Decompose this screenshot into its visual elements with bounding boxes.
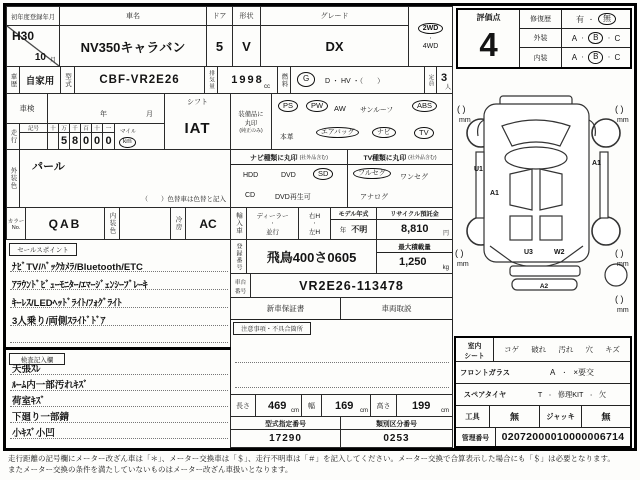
- nav-dvd: DVD: [281, 172, 296, 179]
- seat-scratch: キズ: [605, 345, 620, 354]
- shift-cell: [164, 93, 231, 150]
- model-year-value: 不明: [351, 225, 368, 234]
- wheel-front-right: [592, 119, 620, 147]
- import-dot1: ・: [269, 221, 275, 227]
- equip-aw: AW: [334, 104, 346, 113]
- sales-rule-4: [10, 325, 228, 326]
- repair-no-circled: 無: [598, 13, 616, 26]
- color-no-value: QAB: [25, 207, 105, 240]
- color-no-label: [6, 207, 26, 240]
- mileage-header-10k: 万: [58, 123, 70, 133]
- car-name-value: NV350キャラバン: [59, 25, 207, 67]
- recycle-deposit-unit: 円: [442, 231, 449, 237]
- nav-type-note: (社外品含む): [299, 154, 328, 161]
- model-year-unit: 年: [339, 227, 347, 234]
- warranty-book-cell: 新車保証書: [230, 297, 341, 320]
- sales-points-box: [6, 240, 231, 347]
- handle-right: 右H: [308, 213, 321, 220]
- right-side-step: [600, 152, 608, 218]
- rating-score-label: 評価点: [476, 13, 501, 22]
- equipment-label-1: 装備品に: [238, 111, 264, 118]
- inspector-note-5: 小ｷｽﾞ小凹: [12, 428, 55, 439]
- fuel-gasoline-circled: G: [297, 72, 315, 87]
- spare-tire-options: [514, 384, 630, 406]
- sales-point-1: ﾅﾋﾞTV/ﾊﾞｯｸｶﾒﾗ/Bluetooth/ETC: [12, 262, 143, 273]
- seat-options-cell: [494, 338, 630, 362]
- equipment-items: [271, 93, 453, 150]
- shaken-label: 車検: [6, 93, 48, 124]
- registration-no-label: 登録番号: [230, 239, 247, 274]
- inspector-notes-box: [6, 350, 231, 448]
- inspector-note-2: ﾙｰﾑ内一部汚れｷｽﾞ: [12, 380, 89, 391]
- sales-rule-2: [10, 289, 228, 290]
- control-no-label: 管理番号: [456, 428, 496, 446]
- interior-a: A: [571, 53, 578, 62]
- mileage-header-10: 十: [91, 123, 103, 133]
- mileage-label: 走行: [6, 123, 20, 150]
- grade-value: DX: [260, 25, 409, 67]
- repair-yes: 有: [575, 14, 584, 24]
- tv-fullseg-circled: フルセグ: [353, 168, 391, 179]
- chassis-label-2: 番号: [234, 288, 247, 295]
- windshield-options: [514, 362, 630, 384]
- car-name-label: 車名: [59, 6, 207, 26]
- shaken-date-cell: [47, 93, 165, 124]
- tv-type-section: [347, 149, 453, 208]
- sales-rule-1: [10, 271, 228, 272]
- handle-cell: [298, 207, 331, 240]
- exterior-grade-cell: [562, 29, 630, 48]
- max-load-label: 最大積載量: [377, 240, 452, 253]
- damage-mark-a2: A2: [539, 283, 549, 290]
- tv-oneseg: ワンセグ: [400, 174, 428, 181]
- seat-burn: コゲ: [504, 345, 520, 354]
- seat-stain: 汚れ: [558, 345, 574, 354]
- seat-tear: 破れ: [531, 345, 547, 354]
- measure-bracket-tr: ( ): [615, 104, 624, 114]
- exterior-dot1: ・: [580, 35, 586, 42]
- registration-no-value: 飛鳥400さ0605: [246, 239, 377, 274]
- recycle-deposit-cell: [376, 207, 453, 240]
- nav-type-header: [231, 150, 347, 165]
- width-unit: cm: [360, 408, 368, 414]
- capacity-value: 3: [441, 72, 448, 84]
- interior-color-value: [119, 207, 171, 240]
- tools-label: 工具: [456, 406, 490, 428]
- measure-unit-bl: mm: [457, 261, 469, 268]
- doors-value: 5: [206, 25, 233, 67]
- drive-4wd: 4WD: [422, 43, 439, 51]
- cargo-right: [540, 216, 562, 240]
- first-reg-year: H30: [12, 29, 35, 43]
- sales-point-2: ｱﾗｳﾝﾄﾞﾋﾞｭｰﾓﾆﾀｰ/ｴﾏｰｼﾞｪﾝｼｰﾌﾞﾚｰｷ: [12, 280, 148, 291]
- shape-label: 形状: [232, 6, 261, 26]
- mileage-header-100: 百: [80, 123, 92, 133]
- inspector-note-3: 荷室ｷｽﾞ: [12, 396, 46, 407]
- mileage-digit-10k: 5: [58, 132, 70, 150]
- interior-dot2: ・: [606, 55, 612, 61]
- handle-left: 左H: [308, 229, 321, 236]
- equip-tv-circled: TV: [414, 127, 434, 139]
- seat-label-2: シート: [464, 352, 485, 360]
- mileage-km-circled: km: [119, 137, 136, 148]
- max-load-value: 1,250: [399, 256, 427, 268]
- mileage-digit-100: 0: [80, 132, 92, 150]
- max-load-cell: [376, 239, 453, 274]
- drive-type-cell: [408, 6, 453, 67]
- sales-points-label: セールスポイント: [9, 243, 77, 256]
- chassis-label-1: 車台: [234, 279, 247, 286]
- measure-unit-spare: mm: [617, 307, 629, 314]
- displacement-unit: cc: [264, 84, 270, 90]
- equipment-label-2: 丸印: [244, 120, 258, 127]
- height-label: 高さ: [370, 394, 397, 417]
- equipment-label-note: (純正のみ): [239, 128, 263, 134]
- owner-manual-cell: 車両取説: [340, 297, 453, 320]
- displacement-label: 排気量: [204, 66, 218, 94]
- exterior-color-value: パール: [32, 161, 65, 173]
- interior-grade-label: 内装: [520, 48, 562, 67]
- height-cell: [396, 394, 453, 417]
- max-load-unit: kg: [442, 265, 449, 271]
- model-code-label: 型式: [60, 66, 75, 94]
- cooling-value: AC: [185, 207, 231, 240]
- mileage-digit-1: 0: [102, 132, 115, 150]
- class-code-label: 類別区分番号: [340, 416, 453, 430]
- measure-bracket-spare: ( ): [615, 294, 624, 304]
- windshield-label: フロントガラス: [456, 362, 514, 384]
- first-reg-label: 初年度登録年月: [6, 6, 60, 26]
- drive-dot: ・: [427, 36, 433, 43]
- defect-notes-line-1: [235, 362, 449, 363]
- interior-b-circled: B: [588, 51, 603, 64]
- shift-value: IAT: [184, 119, 211, 137]
- inspector-rule-5: [10, 438, 228, 439]
- interior-grade-cell: [562, 48, 630, 67]
- seat-hole: 穴: [585, 345, 593, 354]
- sales-point-4: 3人乗り/両側ｽﾗｲﾄﾞﾄﾞｱ: [12, 316, 106, 327]
- nav-dvd-play: DVD再生可: [275, 194, 311, 201]
- damage-mark-a1-right: A1: [592, 160, 601, 167]
- inspector-rule-2: [10, 390, 228, 391]
- inspector-rule-4: [10, 422, 228, 423]
- capacity-label: 定員: [424, 66, 437, 94]
- interior-color-label: 内装色: [104, 207, 120, 240]
- exterior-a: A: [571, 33, 578, 43]
- class-code-value: 0253: [340, 429, 453, 448]
- exterior-b-circled: B: [588, 32, 603, 45]
- exterior-c: C: [614, 33, 621, 43]
- defect-notes-line-2: [235, 387, 449, 388]
- color-no-label-2: No.: [11, 224, 21, 231]
- recycle-deposit-value-row: [377, 220, 452, 239]
- import-dealer-cell: [246, 207, 299, 240]
- recycle-deposit-value: 8,810: [401, 223, 429, 235]
- car-damage-diagram: [454, 70, 634, 336]
- seat-label-1: 室内: [467, 342, 482, 350]
- mileage-unit-cell: [114, 123, 165, 150]
- repair-history-label: 修復歴: [520, 10, 562, 29]
- measure-bracket-bl: ( ): [455, 248, 464, 258]
- inspector-note-4: 下廻り一部錆: [12, 412, 70, 423]
- measure-unit-tr: mm: [617, 117, 629, 124]
- color-no-label-1: カラー: [7, 218, 25, 225]
- inspector-rule-1: [10, 374, 228, 375]
- model-code-value: CBF-VR2E26: [74, 66, 205, 94]
- tools-value: 無: [490, 406, 540, 428]
- shape-value: V: [232, 25, 261, 67]
- chassis-no-label: [230, 273, 251, 298]
- sales-point-3: ｷｰﾚｽ/LEDﾍｯﾄﾞﾗｲﾄ/ﾌｫｸﾞﾗｲﾄ: [12, 298, 122, 309]
- recycle-deposit-label: リサイクル預託金: [377, 208, 452, 220]
- drive-2wd-circled: 2WD: [418, 23, 444, 34]
- import-label: 輸入車: [230, 207, 247, 240]
- max-load-value-row: [377, 253, 452, 273]
- nav-cd: CD: [245, 192, 256, 199]
- footer-disclaimer-line1: 走行距離の記号欄にメーター改ざん車は「＊」、メーター交換車は「＄」、走行不明車は「＃」を記入してください。メーター交換で合算表示した場合にも「＄」は必要となります。: [8, 454, 615, 463]
- first-reg-month-unit: 月: [49, 58, 56, 64]
- mileage-mile-label: マイル: [120, 129, 137, 135]
- damage-mark-a1-left: A1: [490, 190, 499, 197]
- spare-repair-kit: 修理KIT: [557, 389, 584, 399]
- fuel-label: 燃料: [277, 66, 291, 94]
- import-parallel: 並行: [266, 229, 279, 236]
- mileage-digit-10: 0: [91, 132, 103, 150]
- spare-tire-label: スペアタイヤ: [456, 384, 514, 406]
- mileage-sign-value: [19, 132, 48, 150]
- height-unit: cm: [441, 408, 449, 414]
- sales-rule-3: [10, 307, 228, 308]
- windshield-replace: ×要交: [573, 368, 595, 377]
- interior-dot1: ・: [580, 55, 586, 61]
- width-cell: [321, 394, 371, 417]
- tv-analog: アナログ: [360, 194, 388, 201]
- rating-score-cell: [458, 10, 520, 67]
- capacity-cell: [436, 66, 453, 94]
- shaken-month-unit: 月: [146, 111, 153, 118]
- history-value: 自家用: [19, 66, 61, 94]
- exterior-dot2: ・: [606, 35, 612, 42]
- mileage-header-1k: 千: [69, 123, 81, 133]
- control-no-value: 02072000010000006714: [501, 431, 625, 443]
- tv-type-header: [348, 150, 452, 165]
- equipment-header: [230, 93, 272, 150]
- equip-leather: 本革: [280, 134, 294, 141]
- tv-type-note: (社外品含む): [408, 154, 437, 161]
- exterior-color-cell: [19, 149, 231, 208]
- windshield-a: A: [549, 368, 556, 377]
- shift-label: シフト: [187, 99, 208, 106]
- equip-ps-circled: PS: [278, 100, 298, 112]
- right-seat: [540, 169, 562, 210]
- cargo-left: [510, 216, 532, 240]
- inspector-notes-label: 検査記入欄: [9, 353, 65, 365]
- sales-rule-5: [10, 342, 228, 343]
- equip-navi-circled: ナビ: [372, 127, 396, 138]
- inspector-note-1: 天張ｽﾚ: [12, 364, 41, 375]
- spare-missing: 欠: [598, 389, 607, 399]
- mileage-header-1: 一: [102, 123, 115, 133]
- measure-unit-tl: mm: [459, 117, 471, 124]
- rear-bumper: [510, 266, 580, 276]
- damage-mark-w2: W2: [554, 249, 565, 256]
- height-value: 199: [412, 400, 431, 412]
- width-value: 169: [335, 400, 354, 412]
- shaken-year-unit: 年: [100, 111, 107, 118]
- equip-pw-circled: PW: [306, 100, 328, 112]
- mileage-sign-header: 記号: [19, 123, 48, 133]
- windshield-dot: ・: [561, 371, 568, 377]
- rating-table: [456, 8, 632, 69]
- fuel-options: D ・ HV ・（ ）: [325, 78, 385, 85]
- displacement-value: 1998: [217, 66, 278, 94]
- equip-airbag-circled: エアバッグ: [316, 127, 359, 138]
- length-cell: [255, 394, 302, 417]
- damage-mark-u3: U3: [524, 249, 533, 256]
- nav-type-section: [230, 149, 348, 208]
- spare-t: T: [537, 390, 543, 399]
- model-year-value-row: [331, 220, 376, 239]
- exterior-grade-label: 外装: [520, 29, 562, 48]
- jack-label: ジャッキ: [540, 406, 582, 428]
- mileage-header-100k: 十: [47, 123, 59, 133]
- first-reg-cell: [6, 25, 60, 67]
- spare-dot2: ・: [588, 392, 594, 399]
- repair-history-cell: [562, 10, 630, 29]
- condition-table: [454, 336, 632, 448]
- nav-hdd: HDD: [243, 172, 259, 179]
- left-side-step: [476, 152, 484, 218]
- interior-c: C: [614, 53, 621, 62]
- defect-notes-label: 注意事項・不具合箇所: [233, 322, 311, 335]
- defect-notes-area: [230, 319, 453, 395]
- cooling-label: 冷房: [170, 207, 186, 240]
- type-designation-value: 17290: [230, 429, 341, 448]
- first-reg-month: 10: [34, 52, 46, 63]
- spare-dot1: ・: [547, 392, 553, 399]
- length-label: 長さ: [230, 394, 256, 417]
- model-year-label: モデル年式: [331, 208, 376, 220]
- grade-label: グレード: [260, 6, 409, 26]
- chassis-no-value: VR2E26-113478: [250, 273, 453, 298]
- equip-abs-circled: ABS: [412, 100, 437, 112]
- type-designation-label: 型式指定番号: [230, 416, 341, 430]
- tv-type-label: TV種類に丸印: [363, 155, 407, 162]
- jack-value: 無: [582, 406, 630, 428]
- inspector-rule-3: [10, 406, 228, 407]
- windshield: [502, 120, 570, 146]
- repair-dot: ・: [587, 17, 594, 24]
- damage-mark-u1: U1: [474, 166, 483, 173]
- equip-sunroof: サンルーフ: [360, 107, 394, 114]
- measure-unit-br: mm: [617, 261, 629, 268]
- width-label: 幅: [301, 394, 322, 417]
- wheel-rear-right: [592, 217, 620, 245]
- model-year-cell: [330, 207, 377, 240]
- length-value: 469: [268, 400, 287, 412]
- measure-bracket-tl: ( ): [457, 104, 466, 114]
- footer-disclaimer-line2: またメーター交換の条件を満たしていないものはメーター改ざん車扱いとなります。: [8, 465, 293, 474]
- exterior-color-label: 外装色: [6, 149, 20, 208]
- mileage-digit-1k: 8: [69, 132, 81, 150]
- nav-sd-circled: SD: [313, 168, 333, 180]
- left-seat: [510, 169, 532, 210]
- measure-bracket-br: ( ): [615, 248, 624, 258]
- capacity-unit: 人: [444, 85, 451, 91]
- fuel-cell: [290, 66, 425, 94]
- exterior-color-note: （ ）色替車は色替と記入: [141, 196, 226, 203]
- roof-vent: [505, 147, 567, 169]
- length-unit: cm: [291, 408, 299, 414]
- nav-type-label: ナビ種類に丸印: [250, 155, 298, 162]
- import-dealer: ディーラー: [256, 213, 289, 220]
- rating-score-value: 4: [479, 26, 498, 63]
- seat-label-cell: [456, 338, 494, 362]
- history-label: 車歴: [6, 66, 20, 94]
- handle-dot: ・: [311, 221, 317, 227]
- doors-label: ドア: [206, 6, 233, 26]
